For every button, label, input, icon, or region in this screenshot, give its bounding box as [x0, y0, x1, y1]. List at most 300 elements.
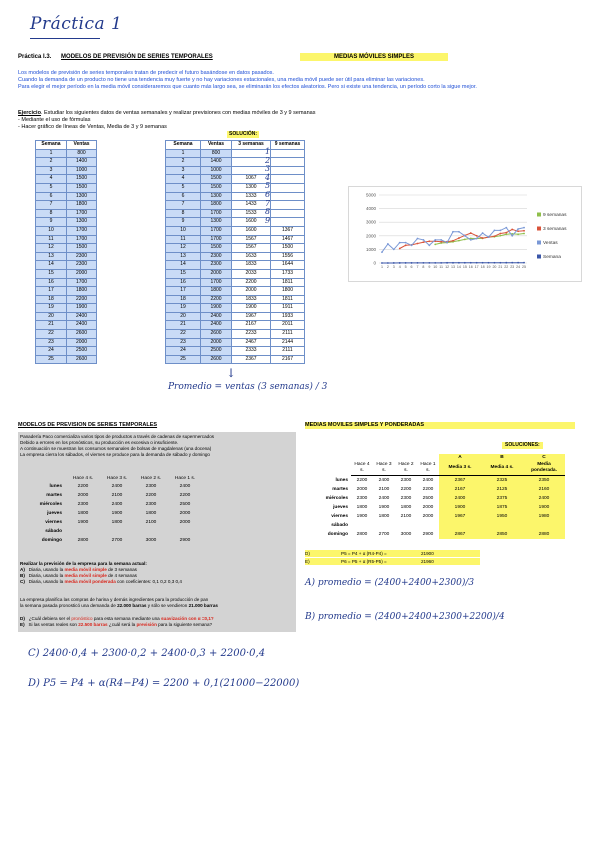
legend-label: 3 semanas [543, 227, 567, 232]
x-tick-label: 3 [392, 265, 395, 269]
th-ventas: Ventas [67, 141, 97, 150]
cell-week: 7 [36, 201, 67, 210]
cell-sales: 1800 [201, 287, 232, 296]
data-point [523, 233, 525, 235]
cell-sales: 2000 [67, 269, 97, 278]
cell-3-weeks: 1967 [232, 312, 271, 321]
solutions-table [305, 454, 565, 539]
data-point [405, 244, 407, 246]
cell-week: 6 [166, 192, 201, 201]
x-tick-label: 8 [422, 265, 425, 269]
sol-letter: C [523, 454, 565, 461]
left-table-row [36, 201, 97, 210]
cell-week: 24 [36, 347, 67, 356]
cell-9-weeks: 2144 [271, 338, 305, 347]
left-sales-table [35, 140, 97, 364]
sol-cell: 2900 [422, 532, 434, 537]
x-tick-label: 22 [504, 265, 509, 269]
y-tick-label: 2000 [365, 233, 376, 239]
cell-3-weeks: 1833 [232, 295, 271, 304]
cell-3-weeks: 1600 [232, 218, 271, 227]
data-point [482, 262, 484, 264]
grey-cell: 2300 [77, 502, 89, 507]
grey-row [20, 482, 202, 491]
cell-week: 21 [36, 321, 67, 330]
tasks-title: Realizar la previsión de la empresa para la semana actual: [20, 561, 147, 566]
cell-sales: 2200 [201, 295, 232, 304]
cell-week: 10 [166, 226, 201, 235]
right-table-row [166, 201, 305, 210]
right-table-row [166, 158, 305, 167]
line-chart [349, 187, 581, 281]
data-point [440, 241, 442, 243]
sol-cell: 2500 [422, 496, 434, 501]
cell-9-weeks: 1911 [271, 304, 305, 313]
cell-week: 19 [36, 304, 67, 313]
cell-9-weeks: 2111 [271, 347, 305, 356]
data-point [399, 242, 401, 244]
solution-text: SOLUCIÓN: [229, 131, 258, 137]
cell-week: 25 [166, 355, 201, 364]
right-table-row [166, 252, 305, 261]
data-point [470, 239, 472, 241]
cell-sales: 2300 [201, 261, 232, 270]
data-point [452, 231, 454, 233]
cell-week: 24 [166, 347, 201, 356]
left-table-row [36, 218, 97, 227]
handwritten-count: 6 [265, 190, 271, 199]
formula-e-row: E) P6 = P5 + α (R5-P5) = 21960 [305, 558, 480, 565]
cell-week: 16 [36, 278, 67, 287]
left-table-row [36, 226, 97, 235]
legend-swatch [537, 255, 541, 259]
x-tick-label: 7 [416, 265, 419, 269]
data-point [470, 232, 472, 234]
cell-sales: 1700 [201, 235, 232, 244]
solution-row [305, 530, 565, 539]
cell-9-weeks: 1500 [271, 244, 305, 253]
task-line: B) Diaria, usando la media móvil simple de 4 semanas [20, 573, 137, 578]
data-point [523, 227, 525, 229]
sol-cell: 2867 [439, 530, 481, 539]
cell-sales: 1700 [67, 278, 97, 287]
intro-line-1: Los modelos de previsión de series temporales tratan de predecir el futuro basándose en datos pasados. [18, 70, 274, 76]
left-table-row [36, 166, 97, 175]
data-point [440, 262, 442, 264]
cell-sales: 1700 [201, 226, 232, 235]
sol-cell: 1980 [523, 512, 565, 521]
cell-sales: 1700 [67, 209, 97, 218]
cell-week: 16 [166, 278, 201, 287]
formula-d-row: D) P5 = P4 + α (R4-P4) = 21900 [305, 550, 480, 557]
cell-sales: 2400 [201, 312, 232, 321]
grey-cell: 1800 [111, 520, 123, 525]
left-table-row [36, 312, 97, 321]
cell-sales: 1700 [67, 235, 97, 244]
grey-cell: 2100 [145, 520, 157, 525]
cell-week: 17 [36, 287, 67, 296]
solution-row [305, 485, 565, 494]
subtitle-highlight [300, 53, 448, 61]
cell-3-weeks: 2333 [232, 347, 271, 356]
x-tick-label: 18 [480, 265, 485, 269]
data-point [446, 262, 448, 264]
question-e: E) Si las ventas reales son 22.500 barras ¿cuál será la previsión para la siguiente semana? [20, 622, 213, 627]
data-point [482, 237, 484, 239]
x-tick-label: 23 [510, 265, 515, 269]
cell-sales: 1800 [67, 287, 97, 296]
bullet-2: - Hacer gráfico de líneas de Ventas, Media de 3 y 9 semanas [18, 124, 167, 130]
cell-sales: 1900 [201, 304, 232, 313]
data-point [476, 235, 478, 237]
cell-sales: 1500 [201, 183, 232, 192]
cell-3-weeks: 2467 [232, 338, 271, 347]
grey-cell: 2200 [77, 484, 89, 489]
cell-sales: 1400 [67, 158, 97, 167]
sol-cell: 2125 [481, 485, 523, 494]
data-point [494, 235, 496, 237]
task-line: C) Diaria, usando la media móvil ponderada con coeficientes: 0,1 0,2 0,3 0,4 [20, 579, 182, 584]
right-table-row [166, 175, 305, 184]
left-table-row [36, 192, 97, 201]
sol-cell: 2700 [378, 532, 390, 537]
cell-sales: 1700 [201, 209, 232, 218]
data-point [511, 262, 513, 264]
y-tick-label: 0 [373, 260, 376, 266]
data-point [428, 262, 430, 264]
grey-cell: 1900 [111, 511, 123, 516]
cell-3-weeks: 1567 [232, 244, 271, 253]
data-point [393, 249, 395, 251]
right-table-row [166, 355, 305, 364]
cell-week: 11 [166, 235, 201, 244]
cell-9-weeks: 1811 [271, 278, 305, 287]
x-tick-label: 5 [404, 265, 407, 269]
handwritten-title: Práctica 1 [30, 14, 123, 34]
sol-day: martes [332, 487, 348, 492]
cell-9-weeks: 1644 [271, 261, 305, 270]
x-tick-label: 2 [386, 265, 389, 269]
sol-cell [439, 521, 481, 530]
data-point [417, 238, 419, 240]
sol-header: Hace 4 s. [351, 461, 373, 476]
sol-cell: 1800 [356, 505, 368, 510]
grey-row [20, 500, 202, 509]
left-table-row [36, 295, 97, 304]
task-line: A) Diaria, usando la media móvil simple de 3 semanas [20, 567, 137, 572]
day-label: martes [46, 493, 62, 498]
solution-row [305, 494, 565, 503]
sol-cell: 2160 [523, 485, 565, 494]
solution-row [305, 512, 565, 521]
right-table-row [166, 287, 305, 296]
th-3sem: 3 semanas [232, 141, 271, 150]
cell-3-weeks: 1567 [232, 235, 271, 244]
right-table-row [166, 183, 305, 192]
cell-sales: 800 [201, 149, 232, 158]
data-point [511, 229, 513, 231]
solutions-label [502, 442, 543, 449]
data-point [428, 240, 430, 242]
left-table-row [36, 183, 97, 192]
x-tick-label: 20 [492, 265, 497, 269]
data-point [440, 239, 442, 241]
cell-week: 23 [36, 338, 67, 347]
cell-week: 2 [166, 158, 201, 167]
x-tick-label: 17 [474, 265, 479, 269]
cell-3-weeks: 1533 [232, 209, 271, 218]
sol-cell: 2325 [481, 476, 523, 486]
left-table-row [36, 338, 97, 347]
right-table-row [166, 218, 305, 227]
cell-sales: 2300 [67, 261, 97, 270]
sol-cell: 2100 [400, 514, 412, 519]
day-label: viernes [45, 520, 62, 525]
data-point [458, 240, 460, 242]
day-label: domingo [41, 538, 62, 543]
cell-sales: 2200 [67, 295, 97, 304]
cell-sales: 2500 [67, 347, 97, 356]
cell-sales: 2500 [201, 347, 232, 356]
cell-sales: 2000 [201, 338, 232, 347]
grey-cell: 2300 [145, 502, 157, 507]
cell-week: 3 [36, 166, 67, 175]
sol-cell: 2200 [356, 478, 368, 483]
cell-sales: 1900 [67, 304, 97, 313]
grey-line-1: Panadería Paco comercializa varios tipos de productos a través de cadenas de supermercados [20, 434, 215, 439]
data-point [476, 238, 478, 240]
data-point [488, 262, 490, 264]
cell-sales: 1500 [201, 175, 232, 184]
sol-cell: 2880 [523, 530, 565, 539]
x-tick-label: 13 [451, 265, 455, 269]
page2-left-title: MODELOS DE PREVISION DE SERIES TEMPORALES [18, 422, 158, 428]
cell-9-weeks: 2111 [271, 330, 305, 339]
sol-day: miércoles [325, 496, 348, 501]
data-point [458, 231, 460, 233]
grey-cell: 3000 [145, 538, 157, 543]
right-table-row [166, 312, 305, 321]
cell-sales: 2300 [201, 252, 232, 261]
cell-9-weeks: 1733 [271, 269, 305, 278]
right-table-row [166, 166, 305, 175]
x-tick-label: 1 [380, 265, 383, 269]
cell-9-weeks [271, 209, 305, 218]
data-point [470, 262, 472, 264]
grey-cell: 2700 [111, 538, 123, 543]
sol-cell: 2400 [378, 478, 390, 483]
cell-9-weeks: 2011 [271, 321, 305, 330]
day-label: miércoles [39, 502, 62, 507]
grey-row [20, 509, 202, 518]
sol-cell [481, 521, 523, 530]
left-table-row [36, 355, 97, 364]
legend-swatch [537, 213, 541, 217]
sol-cell: 2300 [400, 478, 412, 483]
day-label: jueves [47, 511, 62, 516]
cell-week: 7 [166, 201, 201, 210]
sol-cell: 2300 [400, 496, 412, 501]
sol-cell: 2850 [481, 530, 523, 539]
sol-cell: 2000 [422, 514, 434, 519]
cell-9-weeks: 2167 [271, 355, 305, 364]
cell-sales: 2400 [67, 312, 97, 321]
sol-cell: 1900 [378, 505, 390, 510]
left-table-row [36, 158, 97, 167]
handwritten-count: 9 [265, 215, 271, 225]
y-tick-label: 4000 [365, 206, 376, 212]
handwritten-count: 5 [265, 181, 271, 191]
right-table-row [166, 149, 305, 158]
page-title: MODELOS DE PREVISIÓN DE SERIES TEMPORALES [61, 54, 213, 60]
handwritten-count: 1 [265, 147, 271, 156]
exercise-block [18, 110, 578, 131]
cell-week: 4 [36, 175, 67, 184]
cell-week: 5 [166, 183, 201, 192]
cell-week: 13 [36, 252, 67, 261]
data-point [488, 236, 490, 238]
cell-sales: 800 [67, 149, 97, 158]
cell-week: 1 [36, 149, 67, 158]
data-point [517, 228, 519, 230]
left-table-row [36, 149, 97, 158]
right-table-row [166, 330, 305, 339]
grey-cell: 2000 [77, 493, 89, 498]
cell-sales: 1400 [201, 158, 232, 167]
x-tick-label: 25 [522, 265, 527, 269]
left-table-row [36, 330, 97, 339]
cell-week: 22 [36, 330, 67, 339]
cell-9-weeks [271, 183, 305, 192]
cell-sales: 1800 [67, 201, 97, 210]
data-point [523, 262, 525, 264]
plan-line-1: La empresa planifica las compras de harina y demás ingredientes para la producción de pan [20, 597, 209, 602]
page2-right-title [305, 422, 575, 429]
data-point [499, 229, 501, 231]
sol-cell: 2167 [439, 485, 481, 494]
data-point [505, 262, 507, 264]
data-point [423, 241, 425, 243]
x-tick-label: 21 [498, 265, 503, 269]
sol-cell: 2000 [356, 487, 368, 492]
data-point [446, 242, 448, 244]
cell-9-weeks: 1467 [271, 235, 305, 244]
cell-week: 23 [166, 338, 201, 347]
data-point [381, 251, 383, 253]
practice-header [18, 54, 213, 60]
data-point [517, 262, 519, 264]
data-point [505, 232, 507, 234]
cell-3-weeks: 1300 [232, 183, 271, 192]
data-point [523, 230, 525, 232]
cell-9-weeks: 1933 [271, 312, 305, 321]
grey-cell [134, 527, 168, 536]
sol-cell: 2400 [378, 496, 390, 501]
data-point [464, 239, 466, 241]
title-underline [30, 38, 100, 39]
grey-cell [100, 527, 134, 536]
day-label: sábado [45, 529, 62, 534]
sol-cell: 1800 [400, 505, 412, 510]
sol-header: Media 3 s. [439, 461, 481, 476]
grey-cell [66, 527, 100, 536]
cell-week: 18 [166, 295, 201, 304]
data-point [482, 232, 484, 234]
x-tick-label: 9 [428, 265, 431, 269]
cell-sales: 1500 [67, 244, 97, 253]
cell-sales: 1500 [201, 244, 232, 253]
grey-row [20, 518, 202, 527]
sol-day: domingo [327, 532, 348, 537]
data-point [387, 243, 389, 245]
cell-3-weeks: 1067 [232, 175, 271, 184]
grey-cell: 2000 [179, 511, 191, 516]
sol-cell: 2300 [356, 496, 368, 501]
cell-9-weeks [271, 166, 305, 175]
right-table-row [166, 269, 305, 278]
x-tick-label: 12 [445, 265, 450, 269]
sol-cell: 2367 [439, 476, 481, 486]
sol-cell: 1900 [523, 503, 565, 512]
cell-3-weeks: 1600 [232, 226, 271, 235]
left-table-row [36, 269, 97, 278]
solution-row [305, 521, 565, 530]
cell-sales: 1000 [67, 166, 97, 175]
right-table-row [166, 235, 305, 244]
x-tick-label: 19 [486, 265, 491, 269]
exercise-text: . Estudiar los siguientes datos de ventas semanales y realizar previsiones con medias móviles de 3 y 9 semanas [40, 110, 316, 116]
sol-cell: 2400 [422, 478, 434, 483]
sol-day: sábado [331, 523, 348, 528]
cell-sales: 1000 [201, 166, 232, 175]
cell-sales: 1800 [201, 201, 232, 210]
data-point [423, 262, 425, 264]
cell-week: 5 [36, 183, 67, 192]
chart-box [348, 186, 582, 282]
right-table-row [166, 304, 305, 313]
grey-cell: 1800 [145, 511, 157, 516]
solution-row [305, 503, 565, 512]
data-point [458, 237, 460, 239]
cell-9-weeks [271, 192, 305, 201]
grey-line-4: La empresa cierra los sábados, el viernes se produce para la demanda de sábado y domingo [20, 452, 210, 457]
sol-cell: 2100 [378, 487, 390, 492]
grey-cell: 2800 [77, 538, 89, 543]
sol-day: jueves [333, 505, 348, 510]
right-table-row [166, 261, 305, 270]
sol-header: Hace 1 s. [417, 461, 439, 476]
cell-week: 3 [166, 166, 201, 175]
sol-header: Media 4 s. [481, 461, 523, 476]
exercise-label: Ejercicio [18, 110, 41, 116]
cell-week: 6 [36, 192, 67, 201]
data-point [499, 233, 501, 235]
data-point [458, 262, 460, 264]
right-table-row [166, 278, 305, 287]
grey-cell: 2200 [145, 493, 157, 498]
grey-h1: Hace 4 s. [72, 476, 94, 481]
bullet-1: - Mediante el uso de fórmulas [18, 117, 91, 123]
cell-week: 8 [36, 209, 67, 218]
left-table-row [36, 209, 97, 218]
right-table-row [166, 347, 305, 356]
left-table-row [36, 175, 97, 184]
cell-sales: 1500 [67, 175, 97, 184]
handwritten-count: 8 [265, 207, 271, 217]
left-table-row [36, 347, 97, 356]
sol-cell: 2400 [439, 494, 481, 503]
practice-label: Práctica I.3. [18, 54, 52, 60]
